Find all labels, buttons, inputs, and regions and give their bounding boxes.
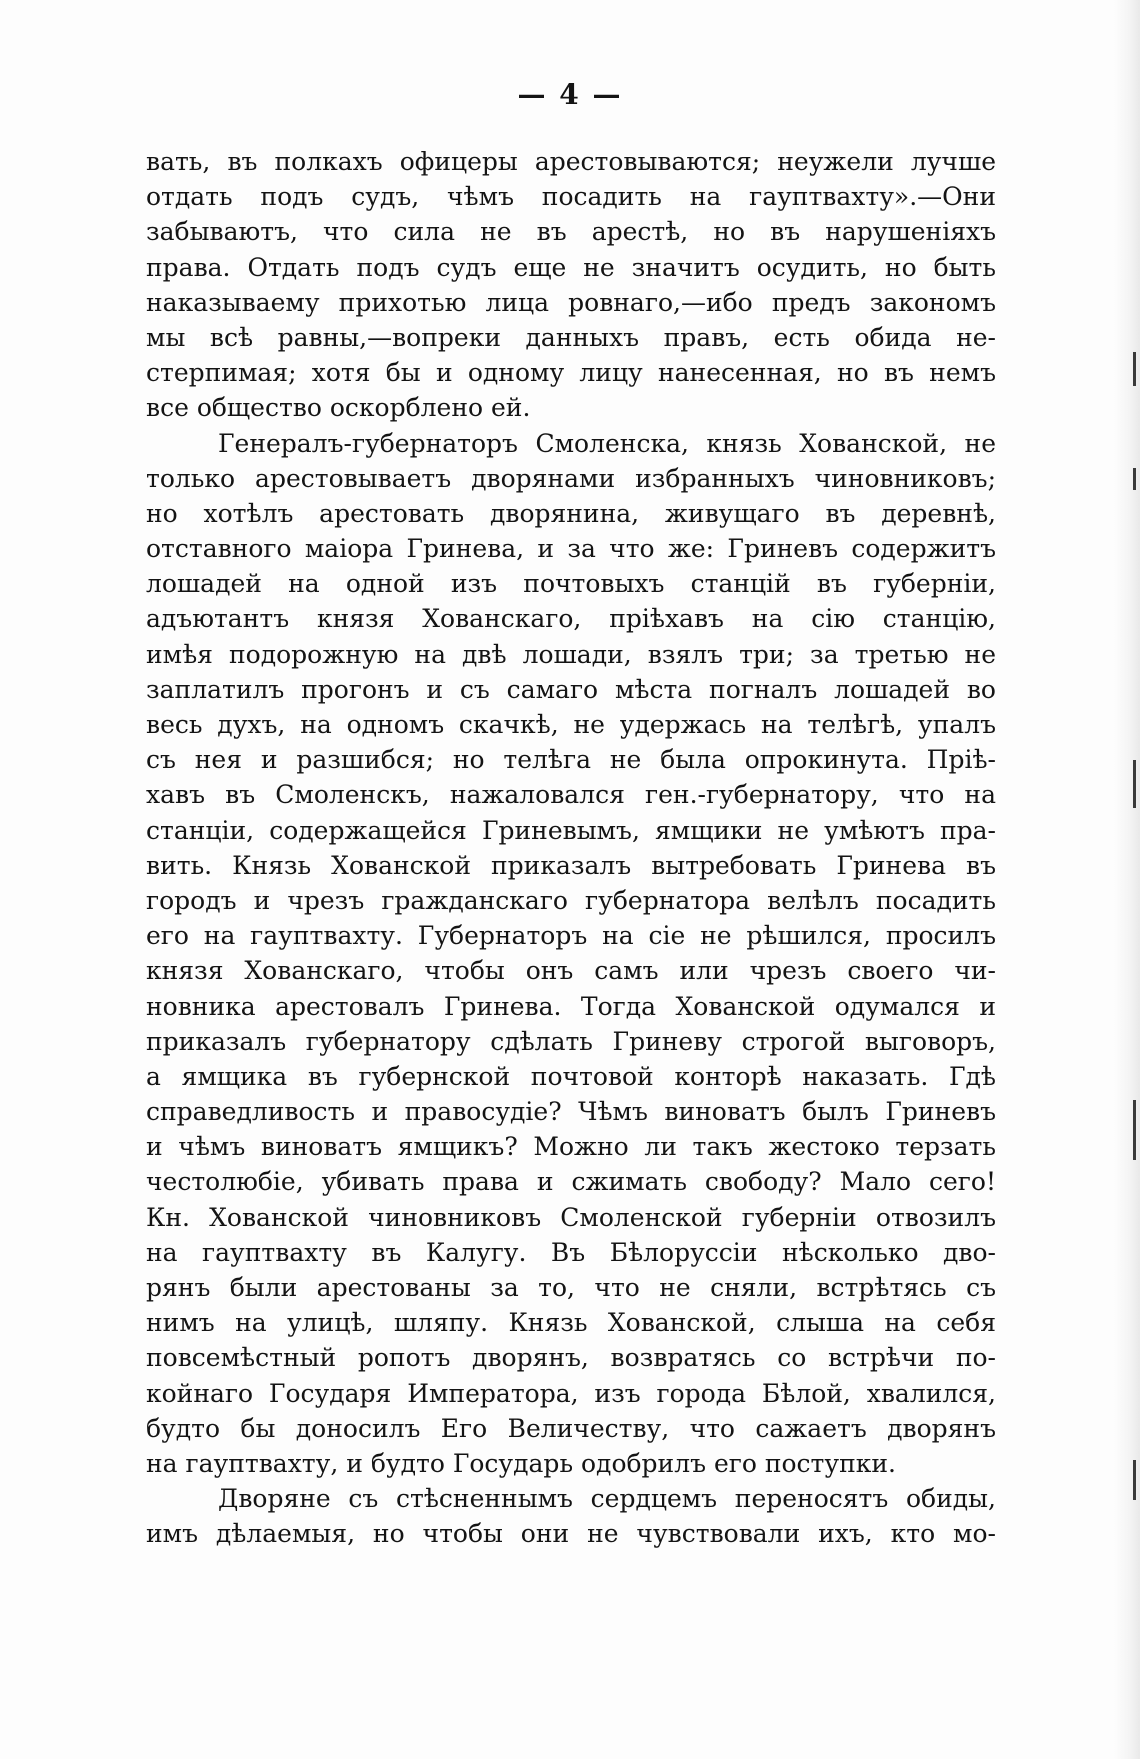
text-line: стерпимая; хотя бы и одному лицу нанесенная, но въ немъ [146,358,996,388]
text-line: честолюбіе, убивать права и сжимать свободу? Мало сего! [146,1167,996,1197]
text-line: отставного маіора Гринева, и за что же: Гриневъ содержитъ [146,534,996,564]
text-line: только арестовываетъ дворянами избранныхъ чиновниковъ; [146,463,996,493]
text-line: приказалъ губернатору сдѣлать Гриневу строгой выговоръ, [146,1026,996,1056]
text-line: князя Хованскаго, чтобы онъ самъ или чрезъ своего чи- [146,956,996,986]
edge-mark [1133,468,1136,490]
text-line: но хотѣлъ арестовать дворянина, живущаго въ деревнѣ, [146,498,996,528]
text-line: вать, въ полкахъ офицеры арестовываются; неужели лучше [146,147,996,176]
text-line: съ нея и разшибся; но телѣга не была опрокинута. Пріѣ- [146,745,996,775]
text-line: хавъ въ Смоленскъ, нажаловался ген.-губернатору, что на [146,780,996,810]
text-line: Кн. Хованской чиновниковъ Смоленской губерніи отвозилъ [146,1202,996,1232]
text-line: вить. Князь Хованской приказалъ вытребовать Гринева въ [146,850,996,880]
edge-mark [1133,352,1136,386]
text-line: наказываему прихотью лица ровнаго,—ибо предъ закономъ [146,287,996,317]
text-line: отдать подъ судъ, чѣмъ посадить на гауптвахту».—Они [146,182,996,212]
text-line: станціи, содержащейся Гриневымъ, ямщики не умѣютъ пра- [146,815,996,845]
text-line: его на гауптвахту. Губернаторъ на сіе не рѣшился, просилъ [146,921,996,951]
text-line: справедливость и правосудіе? Чѣмъ виноватъ былъ Гриневъ [146,1097,996,1127]
text-line: на гауптвахту въ Калугу. Въ Бѣлоруссіи нѣсколько дво- [146,1237,996,1267]
paragraph-end-line: все общество оскорблено ей. [146,393,531,423]
edge-mark [1133,1100,1136,1160]
text-line: имъ дѣлаемыя, но чтобы они не чувствовали ихъ, кто мо- [146,1519,996,1549]
text-line: мы всѣ равны,—вопреки данныхъ правъ, есть обида не- [146,322,996,352]
text-line: заплатилъ прогонъ и съ самаго мѣста погналъ лошадей во [146,674,996,704]
text-line: нимъ на улицѣ, шляпу. Князь Хованской, слыша на себя [146,1308,996,1338]
text-line: повсемѣстный ропотъ дворянъ, возвратясь со встрѣчи по- [146,1343,996,1373]
text-line: весь духъ, на одномъ скачкѣ, не удержась на телѣгѣ, упалъ [146,710,996,739]
text-line: и чѣмъ виноватъ ямщикъ? Можно ли такъ жестоко терзать [146,1132,996,1162]
paragraph-start-line: Генералъ-губернаторъ Смоленска, князь Хованской, не [218,428,996,458]
text-line: рянъ были арестованы за то, что не сняли, встрѣтясь съ [146,1273,996,1302]
text-line: забываютъ, что сила не въ арестѣ, но въ нарушеніяхъ [146,217,996,247]
text-line: адъютантъ князя Хованскаго, пріѣхавъ на сію станцію, [146,604,996,634]
page-edge-shadow [1114,0,1140,1759]
body-text [146,144,996,1552]
text-line: имѣя подорожную на двѣ лошади, взялъ три; за третью не [146,639,996,669]
paragraph-end-line: на гауптвахту, и будто Государь одобрилъ его поступки. [146,1448,896,1478]
paragraph-start-line: Дворяне съ стѣсненнымъ сердцемъ переносятъ обиды, [218,1484,996,1514]
text-line: права. Отдать подъ судъ еще не значитъ осудить, но быть [146,252,996,282]
page-number: — 4 — [517,78,623,111]
text-line: будто бы доносилъ Его Величеству, что сажаетъ дворянъ [146,1413,996,1443]
edge-mark [1133,1460,1136,1500]
text-line: а ямщика въ губернской почтовой конторѣ наказать. Гдѣ [146,1061,996,1091]
text-line: койнаго Государя Императора, изъ города Бѣлой, хвалился, [146,1378,996,1408]
text-line: городъ и чрезъ гражданскаго губернатора велѣлъ посадить [146,885,996,915]
edge-mark [1133,760,1136,808]
text-line: лошадей на одной изъ почтовыхъ станцій въ губерніи, [146,569,996,599]
text-line: новника арестовалъ Гринева. Тогда Хованской одумался и [146,991,996,1021]
